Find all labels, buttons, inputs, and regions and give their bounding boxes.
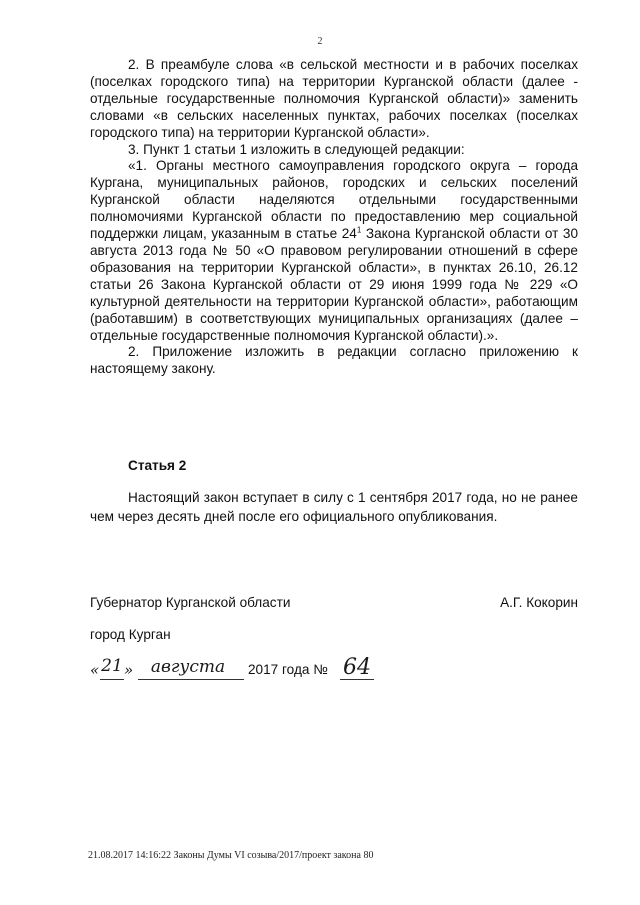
open-quote: « xyxy=(90,661,100,679)
number-underline xyxy=(340,679,374,680)
article-heading: Статья 2 xyxy=(128,458,187,473)
date-line xyxy=(90,655,390,685)
amendments-text xyxy=(90,57,578,378)
close-quote: » xyxy=(124,661,134,679)
article-text: Настоящий закон вступает в силу с 1 сентября 2017 года, но не ранее чем через десять дней после его официального опубликования. xyxy=(90,490,578,524)
article-body xyxy=(90,488,578,526)
year-label: 2017 года № xyxy=(248,662,328,677)
superscript: 1 xyxy=(356,225,362,235)
handwritten-month: августа xyxy=(150,657,226,677)
day-underline xyxy=(100,679,124,680)
paragraph-preamble: 2. В преамбуле слова «в сельской местности и в рабочих поселках (поселках городского типа) на территории Курганской области (далее - отдельные государственные полномочия Курганской области)» заменить словами «в сельских населенных пунктах, рабочих поселках (поселках городского типа) на территории Курганской области». xyxy=(90,57,578,140)
signatory-name: А.Г. Кокорин xyxy=(500,595,578,610)
paragraph-text-part1: «1. Органы местного самоуправления городского округа – города Кургана, муниципальных районов, городских и сельских поселений Курганской области наделяются отдельными государственными полномочиями Курганской области по предоставлению мер социальной поддержки лицам, указанным в статье 24 xyxy=(90,158,578,242)
paragraph-article1-text xyxy=(90,158,578,344)
handwritten-law-number: 64 xyxy=(343,655,371,680)
paragraph-appendix: 2. Приложение изложить в редакции согласно приложению к настоящему закону. xyxy=(90,344,578,377)
signatory-title: Губернатор Курганской области xyxy=(90,595,291,610)
month-underline xyxy=(138,679,244,680)
paragraph-article1: 3. Пункт 1 статьи 1 изложить в следующей редакции: xyxy=(128,141,465,157)
paragraph-text-part2: Закона Курганской области от 30 августа 2013 года № 50 «О правовом регулировании отношений в сфере образования на территории Курганской области», в пунктах 26.10, 26.12 статьи 26 Закона Курганской области от 29 июня 1999 года № 229 «О культурной деятельности на территории Курганской области», работающим (работавшим) в соответствующих муниципальных организациях (далее – отдельные государственные полномочия Курганской области).». xyxy=(90,226,578,343)
page-number: 2 xyxy=(317,36,323,47)
city-name: город Курган xyxy=(90,627,171,642)
handwritten-day: 21 xyxy=(101,656,123,676)
footer-stamp: 21.08.2017 14:16:22 Законы Думы VI созыва/2017/проект закона 80 xyxy=(88,850,374,861)
